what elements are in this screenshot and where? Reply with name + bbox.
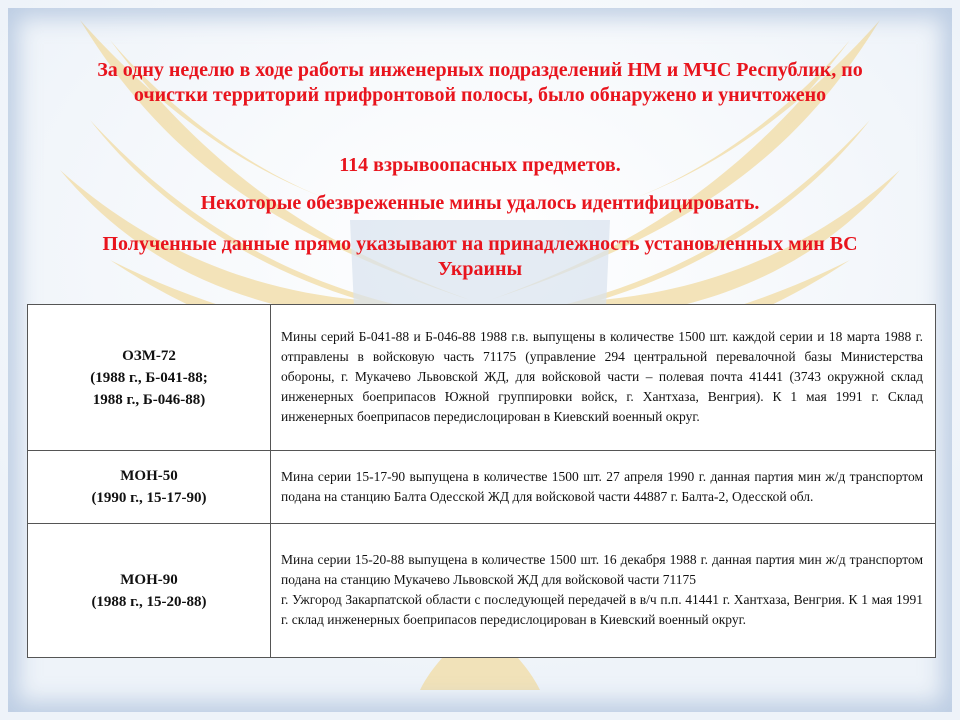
mines-table xyxy=(27,304,936,658)
table-row xyxy=(28,524,936,658)
mine-description: г. Ужгород Закарпатской области с последующей передачей в в/ч п.п. 41441 г. Хантхаза, Венгрия. К 1 мая 1991 г. склад инженерных боеприпасов передислоцирован в Киевский военный округ. xyxy=(281,592,923,627)
mine-name-line: ОЗМ-72 xyxy=(122,347,176,364)
mine-name-line: (1990 г., 15-17-90) xyxy=(91,490,207,506)
headline-identified: Некоторые обезвреженные мины удалось идентифицировать. xyxy=(200,192,760,214)
headline-intro: За одну неделю в ходе работы инженерных подразделений НМ и МЧС Республик, по очистки территорий прифронтовой полосы, было обнаружено и уничтожено xyxy=(97,59,863,106)
table-row xyxy=(28,451,936,524)
table-row xyxy=(28,305,936,451)
mine-name-line: МОН-50 xyxy=(120,468,178,484)
headline-conclusion: Полученные данные прямо указывают на принадлежность установленных мин ВС Украины xyxy=(102,233,858,280)
mine-name-line: (1988 г., 15-20-88) xyxy=(91,593,207,610)
mine-description: Мина серии 15-20-88 выпущена в количестве 1500 шт. 16 декабря 1988 г. данная партия мин ж/д транспортом подана на станцию Мукачево Львовской ЖД для войсковой части 71175 xyxy=(281,552,923,587)
mine-description: Мины серий Б-041-88 и Б-046-88 1988 г.в. выпущены в количестве 1500 шт. каждой серии и 18 марта 1988 г. отправлены в войсковую часть 71175 (управление 294 центральной перевалочной базы Министерства обороны, г. Мукачево Львовской ЖД, для войсковой части – полевая почта 41441 (3743 окружной склад инженерных боеприпасов Южной группировки войск, г. Хантхаза, Венгрия). К 1 мая 1991 г. Склад инженерных боеприпасов передислоцирован в Киевский военный округ. xyxy=(281,329,923,424)
mine-description-cell xyxy=(271,524,936,658)
mine-description-cell xyxy=(271,451,936,524)
mine-name-cell xyxy=(28,305,271,451)
headline-count: 114 взрывоопасных предметов. xyxy=(339,154,621,176)
mine-name-cell xyxy=(28,524,271,658)
mine-description-cell xyxy=(271,305,936,451)
mine-description: Мина серии 15-17-90 выпущена в количестве 1500 шт. 27 апреля 1990 г. данная партия мин ж/д транспортом подана на станцию Балта Одесской ЖД для войсковой части 44887 г. Балта-2, Одесской обл. xyxy=(281,468,923,504)
mine-name-line: МОН-90 xyxy=(120,571,178,588)
mine-name-cell xyxy=(28,451,271,524)
mine-name-line: (1988 г., Б-041-88; xyxy=(90,369,208,386)
mine-name-line: 1988 г., Б-046-88) xyxy=(92,391,206,408)
